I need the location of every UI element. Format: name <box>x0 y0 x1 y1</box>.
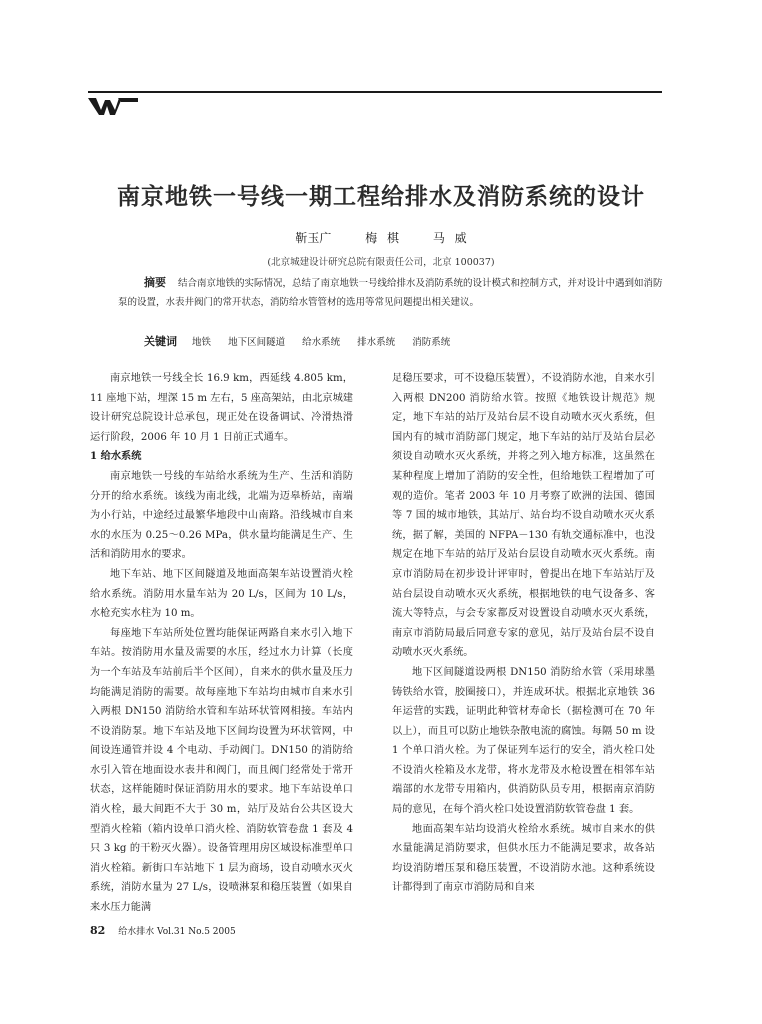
abstract <box>118 273 666 312</box>
body-column-right <box>392 369 655 898</box>
journal-citation: 给水排水 Vol.31 No.5 2005 <box>118 927 236 937</box>
keyword-5: 消防系统 <box>412 337 451 348</box>
author-list <box>0 229 762 246</box>
paragraph-elevated-stations: 地面高架车站均设消火栓给水系统。城市自来水的供水量能满足消防要求，但供水压力不能满足要求，故各站均设消防增压泵和稳压装置，不设消防水池。这种系统设计都得到了南京市消防局和自来 <box>392 823 655 894</box>
author-affiliation: (北京城建设计研究总院有限责任公司，北京 100037) <box>267 257 495 268</box>
keyword-2: 地下区间隧道 <box>228 337 286 348</box>
abstract-text: 结合南京地铁的实际情况，总结了南京地铁一号线给排水及消防系统的设计模式和控制方式，并对设计中遇到如消防泵的设置，水表井阀门的常开状态，消防给水管管材的选用等常见问题提出相关建议。 <box>118 278 663 308</box>
paragraph-tunnel-pipes: 地下区间隧道设两根 DN150 消防给水管（采用球墨铸铁给水管，胶圈接口），并连成环状。根据北京地铁 36 年运营的实践，证明此种管材寿命长（据检测可在 70 年以上），而且可以防止地铁杂散电流的腐蚀。每隔 50 m 设 1 个单口消火栓。为了保证列车运行的安全，消火栓口处不设消火栓箱及水龙带，将水龙带及水枪设置在相邻车站端部的水龙带专用箱内，供消防队员专用，根据南京消防局的意见，在每个消火栓口处设置消防软管卷盘 1 套。 <box>392 666 655 816</box>
page-number: 82 <box>90 924 106 937</box>
keyword-4: 排水系统 <box>357 337 396 348</box>
keyword-1: 地铁 <box>192 337 212 348</box>
keywords-label: 关键词 <box>144 335 177 348</box>
header-rule <box>88 91 662 93</box>
paragraph-water-system: 南京地铁一号线的车站给水系统为生产、生活和消防分开的给水系统。该线为南北线，北端为迈皋桥站，南端为小行站，中途经过最繁华地段中山南路。沿线城市自来水的水压为 0.25～0.26 MPa，供水量均能满足生产、生活和消防用水的要求。 <box>90 470 353 561</box>
keywords <box>144 332 664 352</box>
body-column-left <box>90 369 353 918</box>
page-footer <box>90 924 236 937</box>
author-2: 梅 棋 <box>365 231 399 245</box>
author-3: 马 威 <box>432 231 467 245</box>
journal-logo <box>88 96 138 116</box>
abstract-label: 摘要 <box>144 276 166 289</box>
paragraph-hydrant-system: 地下车站、地下区间隧道及地面高架车站设置消火栓给水系统。消防用水量车站为 20 L/s，区间为 10 L/s，水枪充实水柱为 10 m。 <box>90 568 353 620</box>
paragraph-sprinkler: 足稳压要求，可不设稳压装置），不设消防水池，自来水引入两根 DN200 消防给水管。按照《地铁设计规范》规定，地下车站的站厅及站台层不设自动喷水灭火系统，但国内有的城市消防部门规定，地下车站的站厅及站台层必须设自动喷水灭火系统，并将之列入地方标准，这虽然在某种程度上增加了消防的安全性，但给地铁工程增加了可观的造价。笔者 2003 年 10 月考察了欧洲的法国、德国等 7 国的城市地铁，其站厅、站台均不设自动喷水灭火系统，据了解，美国的 NFPA－130 有轨交通标准中，也没规定在地下车站的站厅及站台层设自动喷水灭火系统。南京市消防局在初步设计评审时，曾提出在地下车站站厅及站台层设自动喷水灭火系统，根据地铁的电气设备多、客流大等特点，与会专家都反对设置设自动喷水灭火系统，南京市消防局最后同意专家的意见，站厅及站台层不设自动喷水灭火系统。 <box>392 373 655 659</box>
paragraph-station-supply: 每座地下车站所处位置均能保证两路自来水引入地下车站。按消防用水量及需要的水压，经过水力计算（长度为一个车站及车站前后半个区间），自来水的供水量及压力均能满足消防的需要。故每座地下车站均由城市自来水引入两根 DN150 消防给水管和车站环状管网相接。车站内不设消防泵。地下车站及地下区间均设置为环状管网，中间设连通管并设 4 个电动、手动阀门。DN150 的消防给水引入管在地面设水表井和阀门，而且阀门经常处于常开状态，这样能随时保证消防用水的要求。地下车站设单口消火栓，最大间距不大于 30 m，站厅及站台公共区设大型消火栓箱（箱内设单口消火栓、消防软管卷盘 1 套及 4 只 3 kg 的干粉灭火器）。设备管理用房区域设标准型单口消火栓箱。新街口车站地下 1 层为商场，设自动喷水灭火系统，消防水量为 27 L/s，设喷淋泵和稳压装置（如果自来水压力能满 <box>90 627 353 914</box>
section-heading-1: 1 给水系统 <box>90 450 142 463</box>
paragraph-intro: 南京地铁一号线全长 16.9 km，西延线 4.805 km，11 座地下站，埋深 15 m 左右，5 座高架站，由北京城建设计研究总院设计总承包，现正处在设备调试、冷滑热滑运行阶段，2006 年 10 月 1 日前正式通车。 <box>90 373 353 443</box>
keyword-3: 给水系统 <box>302 337 341 348</box>
article-title: 南京地铁一号线一期工程给排水及消防系统的设计 <box>117 183 645 210</box>
author-1: 靳玉广 <box>295 231 332 245</box>
